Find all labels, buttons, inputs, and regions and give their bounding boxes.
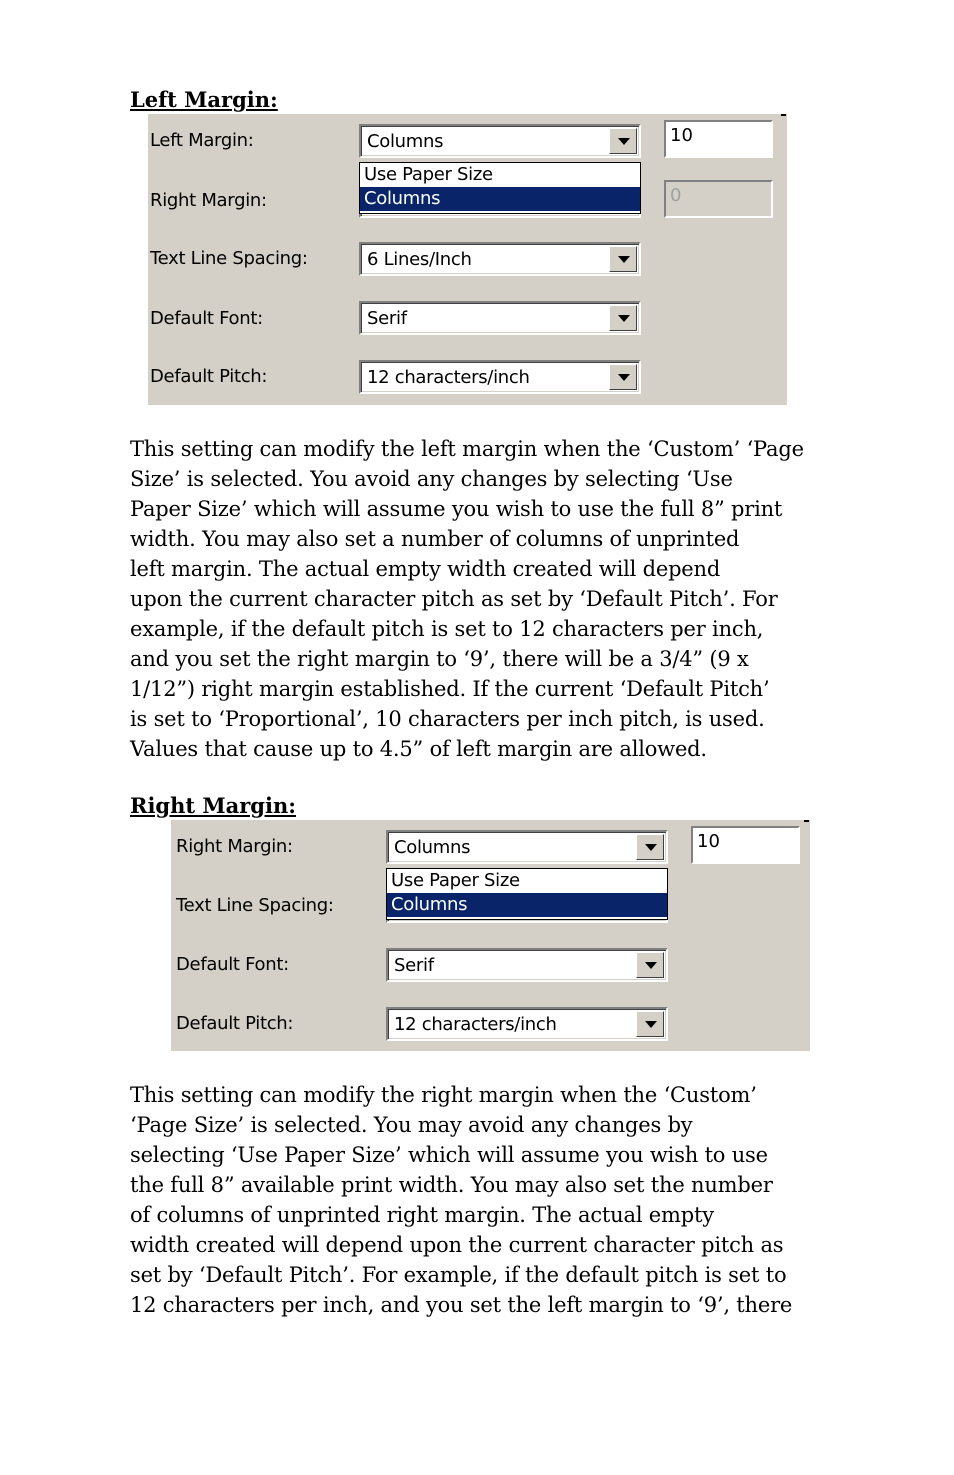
left-margin-description — [130, 434, 852, 764]
chevron-down-icon — [645, 844, 657, 851]
right-margin-columns-value: 10 — [697, 831, 720, 852]
paragraph-line: width created will depend upon the current character pitch as — [130, 1233, 784, 1257]
option-use-paper-size[interactable]: Use Paper Size — [364, 164, 493, 185]
paragraph-line: of columns of unprinted right margin. The actual empty — [130, 1203, 714, 1227]
default-font-dropdown-button[interactable] — [636, 952, 664, 978]
paragraph-line: and you set the right margin to ‘9’, there will be a 3/4” (9 x — [130, 647, 749, 671]
paragraph-line: This setting can modify the left margin when the ‘Custom’ ‘Page — [130, 437, 804, 461]
paragraph-line: Size’ is selected. You avoid any changes by selecting ‘Use — [130, 467, 733, 491]
paragraph-line: ‘Page Size’ is selected. You may avoid any changes by — [130, 1113, 693, 1137]
left-margin-settings-panel — [148, 114, 787, 405]
right-margin-select-value: Columns — [394, 837, 471, 858]
text-line-spacing-label: Text Line Spacing: — [176, 895, 334, 916]
text-line-spacing-value: 6 Lines/Inch — [367, 249, 472, 270]
default-pitch-label: Default Pitch: — [176, 1013, 294, 1034]
chevron-down-icon — [645, 1021, 657, 1028]
paragraph-line: 1/12”) right margin established. If the current ‘Default Pitch’ — [130, 677, 770, 701]
paragraph-line: left margin. The actual empty width created will depend — [130, 557, 721, 581]
left-margin-dropdown-button[interactable] — [609, 128, 637, 154]
default-font-value: Serif — [367, 308, 407, 329]
paragraph-line: the full 8” available print width. You may also set the number — [130, 1173, 773, 1197]
default-pitch-value: 12 characters/inch — [394, 1014, 557, 1035]
default-pitch-label: Default Pitch: — [150, 366, 268, 387]
right-margin-settings-panel — [171, 820, 810, 1051]
default-font-value: Serif — [394, 955, 434, 976]
left-margin-label: Left Margin: — [150, 130, 254, 151]
left-margin-select-value: Columns — [367, 131, 444, 152]
default-pitch-select[interactable] — [359, 360, 641, 394]
right-margin-heading: Right Margin: — [130, 793, 296, 818]
panel-corner-mark — [781, 114, 786, 116]
text-line-spacing-dropdown-button[interactable] — [609, 246, 637, 272]
left-margin-columns-value: 10 — [670, 125, 693, 146]
default-pitch-dropdown-button[interactable] — [636, 1011, 664, 1037]
paragraph-line: Values that cause up to 4.5” of left margin are allowed. — [130, 737, 707, 761]
text-line-spacing-label: Text Line Spacing: — [150, 248, 308, 269]
right-margin-columns-input — [664, 180, 773, 218]
default-font-label: Default Font: — [150, 308, 263, 329]
right-margin-label: Right Margin: — [150, 190, 267, 211]
right-margin-description — [130, 1080, 852, 1320]
paragraph-line: upon the current character pitch as set by ‘Default Pitch’. For — [130, 587, 778, 611]
chevron-down-icon — [618, 138, 630, 145]
paragraph-line: is set to ‘Proportional’, 10 characters per inch pitch, is used. — [130, 707, 765, 731]
default-font-dropdown-button[interactable] — [609, 305, 637, 331]
default-pitch-dropdown-button[interactable] — [609, 364, 637, 390]
option-columns-selected[interactable]: Columns — [387, 893, 667, 917]
paragraph-line: example, if the default pitch is set to 12 characters per inch, — [130, 617, 764, 641]
right-margin-columns-input[interactable] — [691, 826, 800, 864]
left-margin-columns-input[interactable] — [664, 120, 773, 158]
right-margin-select[interactable] — [386, 830, 668, 864]
option-use-paper-size[interactable]: Use Paper Size — [391, 870, 520, 891]
left-margin-select[interactable] — [359, 124, 641, 158]
chevron-down-icon — [618, 374, 630, 381]
default-font-select[interactable] — [359, 301, 641, 335]
paragraph-line: width. You may also set a number of columns of unprinted — [130, 527, 740, 551]
panel-corner-mark — [804, 820, 809, 822]
default-pitch-select[interactable] — [386, 1007, 668, 1041]
left-margin-heading: Left Margin: — [130, 87, 278, 112]
right-margin-dropdown-button[interactable] — [636, 834, 664, 860]
paragraph-line: 12 characters per inch, and you set the left margin to ‘9’, there — [130, 1293, 793, 1317]
text-line-spacing-select[interactable] — [359, 242, 641, 276]
paragraph-line: Paper Size’ which will assume you wish to use the full 8” print — [130, 497, 783, 521]
option-columns-selected[interactable]: Columns — [360, 187, 640, 211]
default-pitch-value: 12 characters/inch — [367, 367, 530, 388]
default-font-label: Default Font: — [176, 954, 289, 975]
chevron-down-icon — [618, 256, 630, 263]
paragraph-line: set by ‘Default Pitch’. For example, if the default pitch is set to — [130, 1263, 787, 1287]
chevron-down-icon — [618, 315, 630, 322]
paragraph-line: This setting can modify the right margin when the ‘Custom’ — [130, 1083, 757, 1107]
chevron-down-icon — [645, 962, 657, 969]
right-margin-columns-value: 0 — [670, 185, 682, 206]
right-margin-options-list[interactable] — [386, 868, 668, 920]
default-font-select[interactable] — [386, 948, 668, 982]
paragraph-line: selecting ‘Use Paper Size’ which will assume you wish to use — [130, 1143, 768, 1167]
right-margin-label: Right Margin: — [176, 836, 293, 857]
left-margin-options-list[interactable] — [359, 162, 641, 214]
